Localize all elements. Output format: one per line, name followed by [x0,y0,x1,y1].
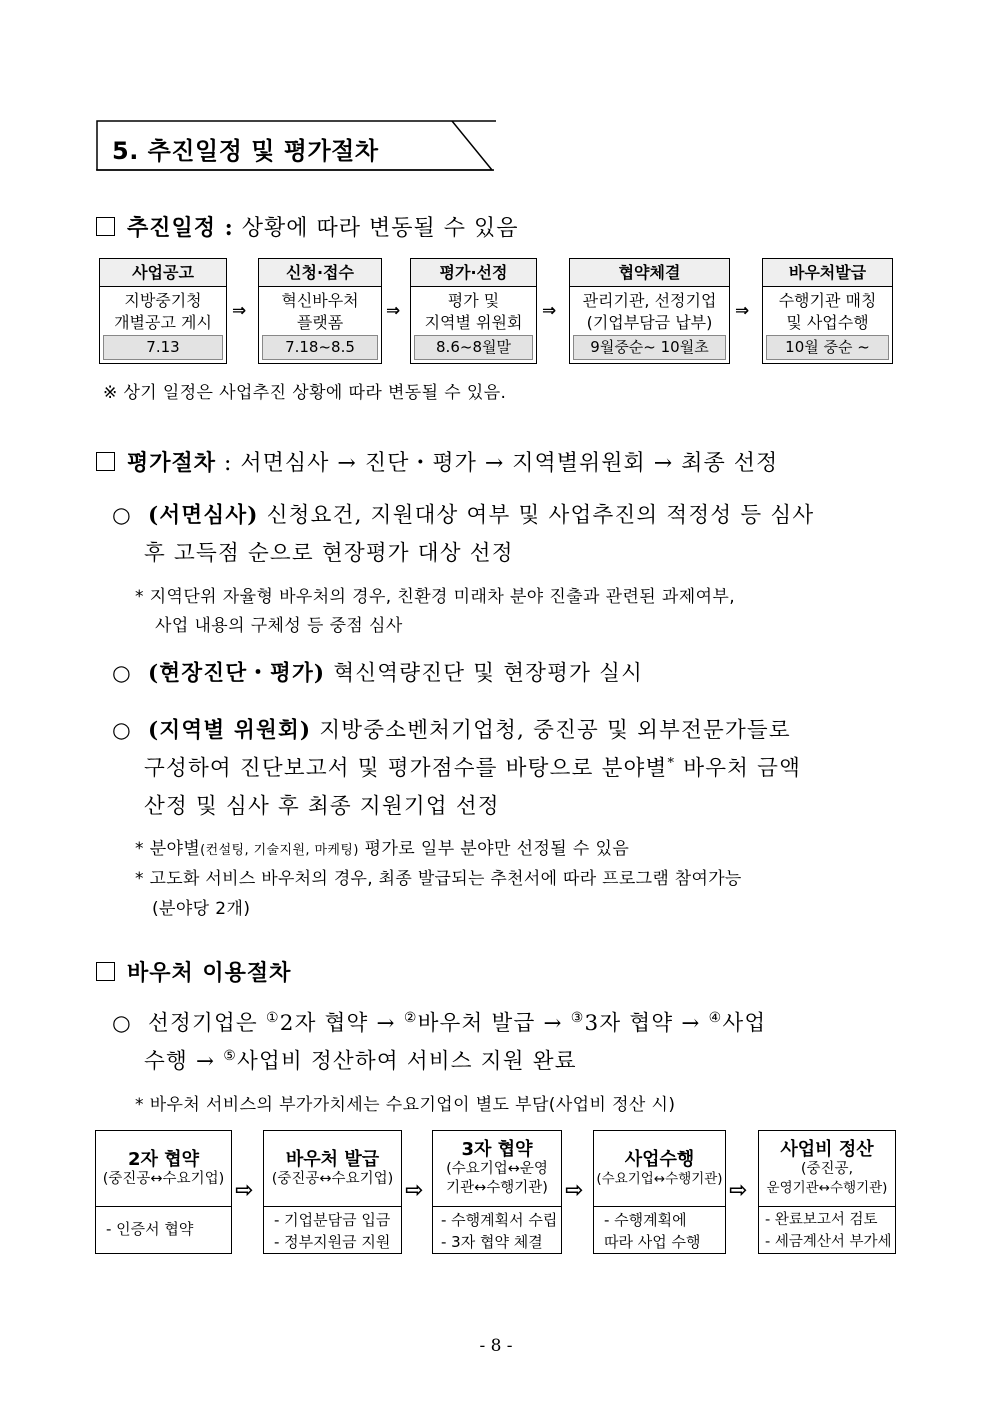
bullet-circle-icon: ○ [112,661,132,686]
eval-item-text: 혁신역량진단 및 현장평가 실시 [325,661,644,686]
step-desc: 수행기관 매칭 [778,291,877,310]
procedure-detail: 따라 사업 수행 [604,1233,701,1251]
eval-item-label: (지역별 위원회) [148,718,312,743]
footnote-mark: * [667,755,676,771]
note-small-text: (컨설팅, 기술지원, 마케팅) [200,843,359,858]
procedure-parties: 기관↔수행기관) [446,1180,548,1196]
step-desc: (기업부담금 납부) [586,313,713,332]
procedure-parties: (중진공↔수요기업) [271,1170,394,1187]
voucher-line-2 [144,1044,577,1075]
arrow-icon: ⇨ [235,1178,254,1203]
arrow-icon: ⇒ [542,301,557,321]
arrow-icon: ⇨ [405,1178,424,1203]
step-date: 7.18~8.5 [262,335,378,360]
procedure-title: 바우처 발급 [285,1148,380,1170]
voucher-text: 수행 → [144,1049,224,1074]
schedule-note: ※ 상기 일정은 사업추진 상황에 따라 변동될 수 있음. [103,383,507,403]
eval-item-3-note-3: (분야당 2개) [152,899,251,919]
schedule-step-5 [762,258,893,364]
arrow-icon: ⇒ [232,301,247,321]
schedule-heading-bold: 추진일정 : [127,215,234,241]
voucher-note: * 바우처 서비스의 부가가치세는 수요기업이 별도 부담(사업비 정산 시) [135,1095,676,1115]
schedule-heading-rest: 상황에 따라 변동될 수 있음 [233,216,519,241]
section-title: 5. 추진일정 및 평가절차 [112,137,379,165]
eval-item-1-line-1 [112,498,814,529]
voucher-text: 사업비 정산하여 서비스 지원 완료 [237,1049,577,1074]
note-text: 평가로 일부 분야만 선정될 수 있음 [358,839,630,859]
evaluation-heading [96,446,778,477]
voucher-heading [96,956,291,987]
eval-item-text: 신청요건, 지원대상 여부 및 사업추진의 적정성 등 심사 [258,503,815,528]
procedure-step-1 [95,1130,232,1254]
step-desc: 평가 및 [447,291,500,310]
eval-item-label: (현장진단・평가) [148,661,326,686]
schedule-heading [96,211,519,242]
step-date: 10월 중순 ~ [766,335,889,360]
title-tab-diagonal [96,120,496,174]
eval-item-text: 지방중소벤처기업청, 중진공 및 외부전문가들로 [311,718,791,743]
checkbox-icon [96,217,115,236]
step-desc: 플랫폼 [296,313,344,332]
circled-number: ② [403,1009,418,1026]
step-title: 사업공고 [100,259,226,287]
step-desc: 개별공고 게시 [114,313,212,332]
schedule-step-3 [410,258,537,364]
arrow-icon: ⇒ [735,301,750,321]
bullet-circle-icon: ○ [112,1011,132,1036]
voucher-text: 사업 [722,1011,767,1036]
arrow-icon: ⇨ [729,1178,748,1203]
arrow-icon: ⇒ [386,301,401,321]
checkbox-icon [96,452,115,471]
eval-item-1-note-2: 사업 내용의 구체성 등 중점 심사 [155,616,403,636]
procedure-title: 사업비 정산 [780,1139,874,1160]
schedule-step-2 [258,258,382,364]
procedure-detail: - 3자 협약 체결 [441,1233,543,1251]
procedure-parties: (중진공↔수요기업) [102,1170,225,1187]
step-title: 신청·접수 [259,259,381,287]
circled-number: ④ [708,1009,723,1026]
eval-item-label: (서면심사) [148,503,259,528]
procedure-step-3 [432,1130,562,1254]
note-text: * 분야별 [135,839,201,859]
eval-item-1-note-1: * 지역단위 자율형 바우처의 경우, 친환경 미래차 분야 진출과 관련된 과제여부, [135,587,736,607]
circled-number: ① [265,1009,280,1026]
bullet-circle-icon: ○ [112,503,132,528]
eval-item-1-line-2: 후 고득점 순으로 현장평가 대상 선정 [144,541,514,566]
step-date: 7.13 [103,335,223,360]
procedure-step-4 [593,1130,726,1254]
step-date: 8.6~8월말 [414,335,533,360]
procedure-parties: (수요기업↔운영 [446,1161,548,1177]
step-desc: 지역별 위원회 [424,313,523,332]
procedure-detail: - 수행계획서 수립 [441,1211,558,1229]
step-date: 9월중순~ 10월초 [573,335,726,360]
circled-number: ⑤ [223,1047,237,1064]
eval-item-3-line-2 [144,751,801,782]
procedure-title: 2자 협약 [128,1148,199,1170]
procedure-step-2 [263,1130,402,1254]
procedure-title: 사업수행 [624,1148,695,1170]
evaluation-heading-bold: 평가절차 [127,450,217,476]
procedure-detail: - 인증서 협약 [106,1220,194,1238]
step-title: 협약체결 [570,259,729,287]
voucher-text: 3자 협약 → [584,1011,709,1036]
step-desc: 및 사업수행 [786,313,869,332]
voucher-text: 2자 협약 → [279,1011,404,1036]
procedure-parties: (중진공, [800,1161,854,1177]
procedure-title: 3자 협약 [461,1139,533,1160]
eval-item-3-note-2: * 고도화 서비스 바우처의 경우, 최종 발급되는 추천서에 따라 프로그램 참여가능 [135,869,742,889]
procedure-parties: (수요기업↔수행기관) [596,1170,723,1187]
procedure-detail: - 완료보고서 검토 [765,1212,878,1228]
bullet-circle-icon: ○ [112,718,132,743]
voucher-heading-text: 바우처 이용절차 [127,960,292,986]
evaluation-heading-rest: : 서면심사 → 진단・평가 → 지역별위원회 → 최종 선정 [216,451,779,476]
arrow-icon: ⇨ [565,1178,584,1203]
schedule-step-1 [99,258,227,364]
procedure-detail: - 기업분담금 입금 [274,1211,391,1229]
voucher-line-1 [112,1006,766,1037]
schedule-step-4 [569,258,730,364]
step-title: 바우처발급 [763,259,892,287]
step-desc: 관리기관, 선정기업 [582,291,717,310]
procedure-detail: - 정부지원금 지원 [274,1233,391,1251]
procedure-detail: - 세금계산서 부가세 [765,1234,892,1250]
step-desc: 혁신바우처 [281,291,359,310]
voucher-text: 바우처 발급 → [417,1011,571,1036]
step-desc: 지방중기청 [124,291,202,310]
eval-item-3-line-3: 산정 및 심사 후 최종 지원기업 선정 [144,794,500,819]
procedure-parties: 운영기관↔수행기관) [766,1180,888,1196]
circled-number: ③ [570,1009,585,1026]
eval-item-text: 구성하여 진단보고서 및 평가점수를 바탕으로 분야별 [144,756,668,781]
step-title: 평가·선정 [411,259,536,287]
eval-item-3-line-1 [112,713,791,744]
voucher-text: 선정기업은 [148,1011,266,1036]
page-number: - 8 - [479,1336,513,1356]
checkbox-icon [96,962,115,981]
procedure-detail: - 수행계획에 [604,1211,687,1229]
eval-item-text: 바우처 금액 [675,756,802,781]
procedure-step-5 [758,1130,896,1254]
eval-item-2-line-1 [112,656,643,687]
eval-item-3-note-1 [135,834,629,859]
